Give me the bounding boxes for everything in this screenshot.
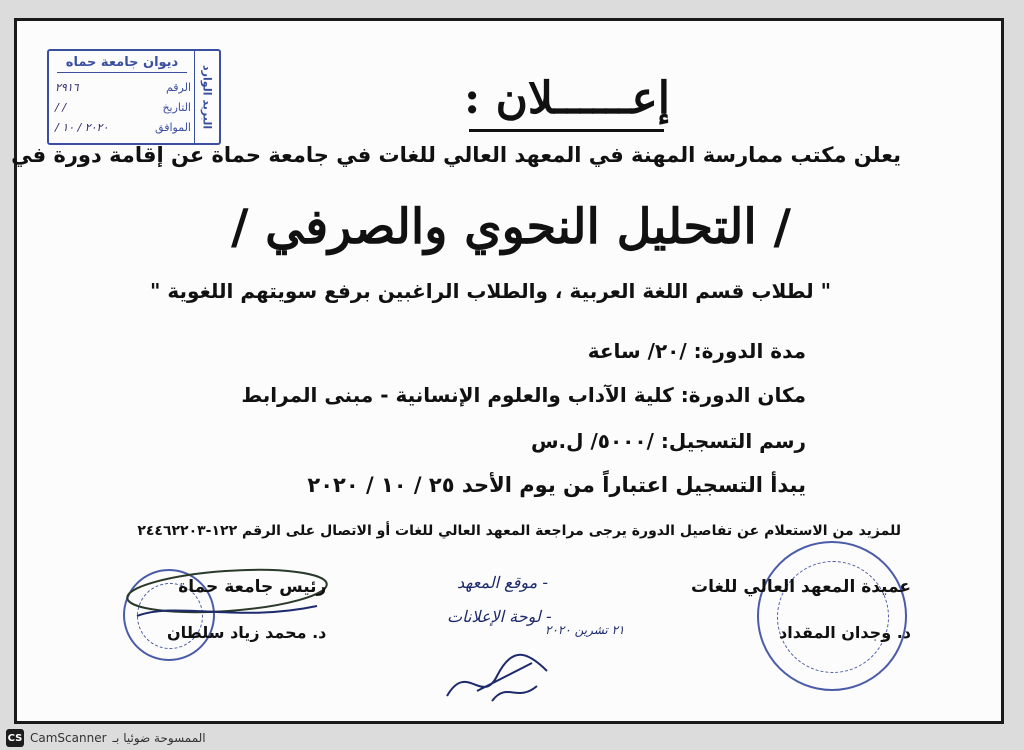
president-signature-block: [167, 577, 326, 642]
president-name: د. محمد زياد سلطان: [167, 623, 327, 642]
stamp-label: الرقم: [165, 81, 191, 94]
course-duration: مدة الدورة: /٢٠/ ساعة: [587, 339, 806, 363]
dean-title: عميدة المعهد العالي للغات: [691, 577, 911, 597]
notice-title: إعــــــلان :: [464, 73, 670, 124]
notice-sheet: [11, 18, 1004, 724]
president-title: رئيس جامعة حماة: [178, 577, 327, 597]
handwritten-note-board: - لوحة الإعلانات: [447, 607, 552, 626]
handwritten-date: ٢١ تشرين ٢٠٢٠: [545, 623, 625, 637]
course-location: مكان الدورة: كلية الآداب والعلوم الإنسانية - مبنى المرابط: [241, 383, 806, 407]
stamp-label: التاريخ: [162, 101, 191, 114]
stamp-row-number: [55, 81, 191, 94]
stamp-value: ٢٩١٦: [55, 81, 79, 94]
stamp-side-label: البريد الوارد: [194, 51, 219, 143]
contact-note: للمزيد من الاستعلام عن تفاصيل الدورة يرجى مراجعة المعهد العالي للغات أو الاتصال على الرقم ١٢٢-٢٤٤٦٢٢٠٣: [137, 523, 901, 539]
registry-stamp: [47, 49, 221, 145]
handwritten-signature: [437, 641, 557, 711]
registration-start: يبدأ التسجيل اعتباراً من يوم الأحد ٢٥ / ١٠ / ٢٠٢٠: [307, 473, 806, 497]
handwritten-note-website: - موقع المعهد: [457, 573, 549, 592]
stamp-title: ديوان جامعة حماه: [57, 55, 187, 73]
stamp-value: / /: [55, 101, 66, 114]
camscanner-watermark: [0, 726, 206, 750]
dean-signature-block: [691, 577, 911, 642]
target-audience: " لطلاب قسم اللغة العربية ، والطلاب الراغبين برفع سويتهم اللغوية ": [150, 279, 831, 303]
stamp-row-corresponding: [55, 121, 191, 134]
camscanner-scanned-label: الممسوحة ضوئيا بـ: [112, 731, 206, 745]
title-underline: [469, 129, 664, 132]
dean-name: د. وجدان المقداد: [779, 623, 911, 642]
camscanner-app-name: CamScanner: [30, 731, 107, 745]
stamp-value: ٢٠٢٠ / ١٠ /: [55, 121, 109, 134]
camscanner-logo-icon: CS: [6, 729, 24, 747]
course-name: / التحليل النحوي والصرفي /: [230, 199, 791, 255]
notice-intro: يعلن مكتب ممارسة المهنة في المعهد العالي للغات في جامعة حماة عن إقامة دورة في: [11, 143, 901, 167]
stamp-row-date: [55, 101, 191, 114]
stamp-label: الموافق: [155, 121, 191, 134]
registration-fee: رسم التسجيل: /٥٠٠٠/ ل.س: [530, 429, 806, 453]
